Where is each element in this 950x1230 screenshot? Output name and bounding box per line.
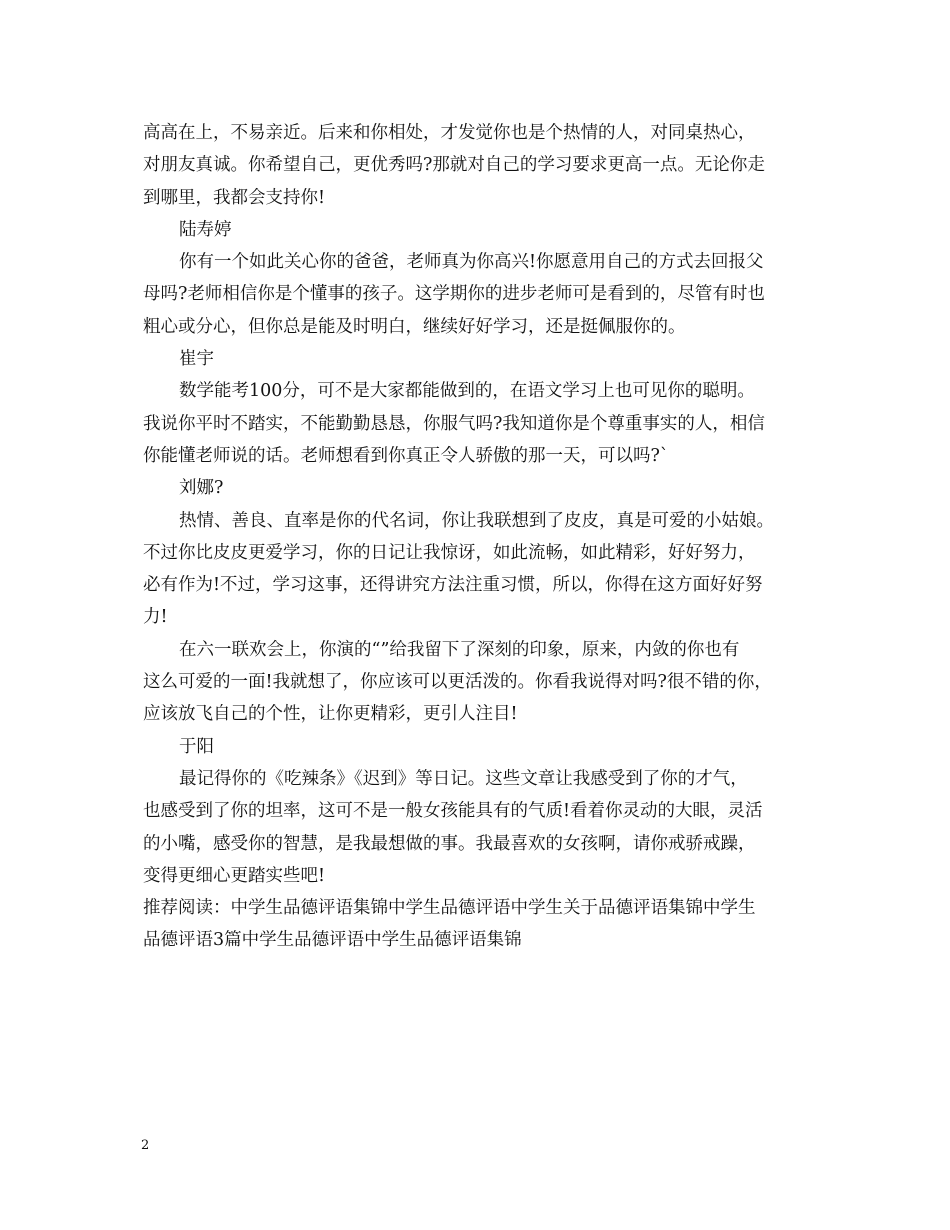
text-line: 推荐阅读：中学生品德评语集锦中学生品德评语中学生关于品德评语集锦中学生 <box>143 898 756 919</box>
text-line: 这么可爱的一面!我就想了，你应该可以更活泼的。你看我说得对吗?很不错的你， <box>143 672 772 693</box>
text-line: 不过你比皮皮更爱学习，你的日记让我惊讶，如此流畅，如此精彩，好好努力， <box>143 542 756 563</box>
text-line: 应该放飞自己的个性，让你更精彩，更引人注目! <box>143 704 518 725</box>
text-line: 在六一联欢会上，你演的“”给我留下了深刻的印象，原来，内敛的你也有 <box>179 639 740 660</box>
text-line: 品德评语3篇中学生品德评语中学生品德评语集锦 <box>143 930 522 951</box>
text-line: 崔宇 <box>179 349 214 370</box>
text-line: 你能懂老师说的话。老师想看到你真正令人骄傲的那一天，可以吗?` <box>143 445 669 466</box>
text-line: 陆寿婷 <box>179 219 232 240</box>
text-line: 刘娜? <box>179 478 224 499</box>
text-line: 我说你平时不踏实，不能勤勤恳恳，你服气吗?我知道你是个尊重事实的人，相信 <box>143 413 765 434</box>
text-line: 于阳 <box>179 736 214 757</box>
text-line: 你有一个如此关心你的爸爸，老师真为你高兴!你愿意用自己的方式去回报父 <box>179 252 764 273</box>
text-line: 到哪里，我都会支持你! <box>143 187 326 208</box>
text-line: 对朋友真诚。你希望自己，更优秀吗?那就对自己的学习要求更高一点。无论你走 <box>143 155 765 176</box>
text-line: 母吗?老师相信你是个懂事的孩子。这学期你的进步老师可是看到的，尽管有时也 <box>143 284 765 305</box>
text-line: 变得更细心更踏实些吧! <box>143 865 326 886</box>
text-line: 高高在上，不易亲近。后来和你相处，才发觉你也是个热情的人，对同桌热心， <box>143 123 756 143</box>
text-line: 粗心或分心，但你总是能及时明白，继续好好学习，还是挺佩服你的。 <box>143 316 686 337</box>
page-number: 2 <box>141 1138 150 1153</box>
text-line: 最记得你的《吃辣条》《迟到》等日记。这些文章让我感受到了你的才气， <box>179 768 748 789</box>
text-line: 数学能考100分，可不是大家都能做到的，在语文学习上也可见你的聪明。 <box>179 381 755 402</box>
text-line: 也感受到了你的坦率，这可不是一般女孩能具有的气质!看着你灵动的大眼，灵活 <box>143 801 763 822</box>
text-line: 力! <box>143 607 168 628</box>
text-line: 热情、善良、直率是你的代名词，你让我联想到了皮皮，真是可爱的小姑娘。 <box>179 510 774 531</box>
text-line: 的小嘴，感受你的智慧，是我最想做的事。我最喜欢的女孩啊，请你戒骄戒躁， <box>143 833 756 854</box>
text-line: 必有作为!不过，学习这事，还得讲究方法注重习惯，所以，你得在这方面好好努 <box>143 575 763 596</box>
document-body <box>143 117 833 957</box>
